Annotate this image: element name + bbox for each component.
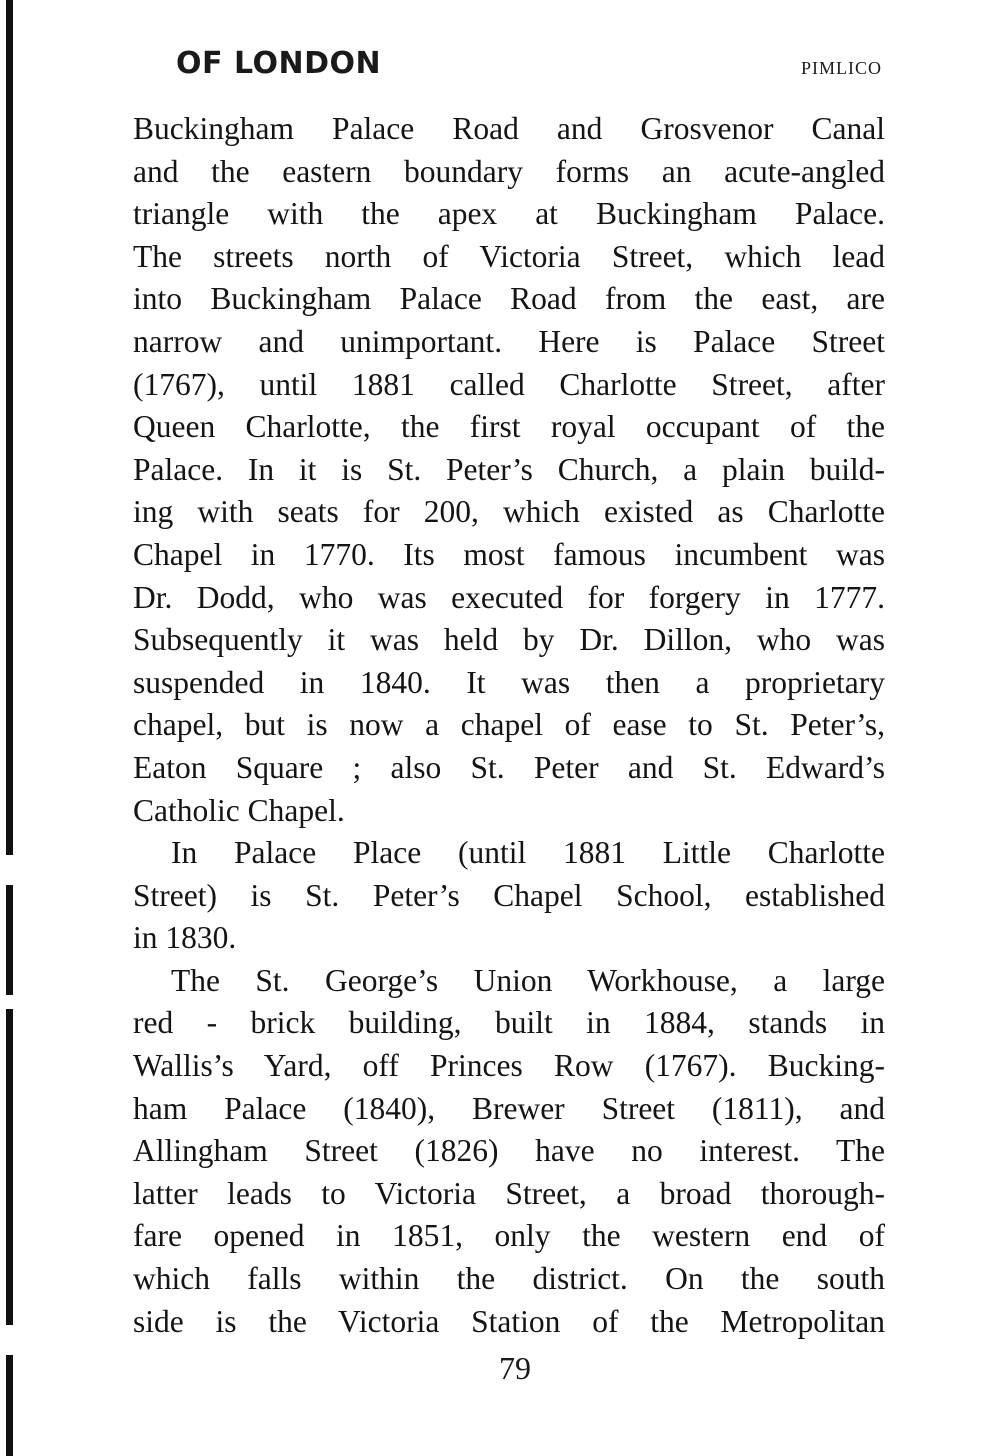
text-line: Queen Charlotte, the first royal occupant of the xyxy=(133,409,885,445)
text-line: ham Palace (1840), Brewer Street (1811), and xyxy=(133,1090,885,1126)
paragraph xyxy=(133,832,885,960)
text-line: ing with seats for 200, which existed as Charlotte xyxy=(133,494,885,530)
text-line: narrow and unimportant. Here is Palace Street xyxy=(133,323,885,359)
text-line: The streets north of Victoria Street, which lead xyxy=(133,238,885,274)
text-line: In Palace Place (until 1881 Little Charlotte xyxy=(171,835,885,871)
paragraph xyxy=(133,960,885,1343)
binding-edge-shadow xyxy=(6,0,13,1456)
page-number: 79 xyxy=(499,1350,531,1386)
text-line: Allingham Street (1826) have no interest. The xyxy=(133,1133,885,1169)
text-line: fare opened in 1851, only the western end of xyxy=(133,1218,885,1254)
text-line: Chapel in 1770. Its most famous incumbent was xyxy=(133,536,885,572)
running-head-section: PIMLICO xyxy=(800,58,882,78)
body-text xyxy=(133,108,885,1343)
text-line: suspended in 1840. It was then a proprietary xyxy=(133,664,885,700)
text-line: (1767), until 1881 called Charlotte Street, after xyxy=(133,366,885,402)
text-line: chapel, but is now a chapel of ease to St. Peter’s, xyxy=(133,707,885,743)
text-line: triangle with the apex at Buckingham Palace. xyxy=(133,196,885,232)
text-line: Palace. In it is St. Peter’s Church, a plain build- xyxy=(133,451,885,487)
running-head-title: OF LONDON xyxy=(176,46,382,81)
text-line: The St. George’s Union Workhouse, a large xyxy=(171,962,885,998)
text-line: Eaton Square ; also St. Peter and St. Edward’s xyxy=(133,749,885,785)
text-line: Buckingham Palace Road and Grosvenor Canal xyxy=(133,111,885,146)
paragraph xyxy=(133,108,885,832)
text-line: Wallis’s Yard, off Princes Row (1767). Bucking- xyxy=(133,1048,885,1084)
text-line: Street) is St. Peter’s Chapel School, established xyxy=(133,877,885,913)
text-line: into Buckingham Palace Road from the east, are xyxy=(133,281,885,317)
text-line: latter leads to Victoria Street, a broad thorough- xyxy=(133,1175,885,1211)
text-line: side is the Victoria Station of the Metropolitan xyxy=(133,1303,885,1339)
text-line: Dr. Dodd, who was executed for forgery in 1777. xyxy=(133,579,885,615)
text-line: red - brick building, built in 1884, stands in xyxy=(133,1005,885,1041)
running-head xyxy=(176,46,882,86)
text-line: Subsequently it was held by Dr. Dillon, who was xyxy=(133,622,885,658)
text-line: which falls within the district. On the south xyxy=(133,1261,885,1297)
text-line: and the eastern boundary forms an acute-angled xyxy=(133,153,885,189)
text-line: in 1830. xyxy=(133,920,237,956)
text-line: Catholic Chapel. xyxy=(133,792,345,828)
